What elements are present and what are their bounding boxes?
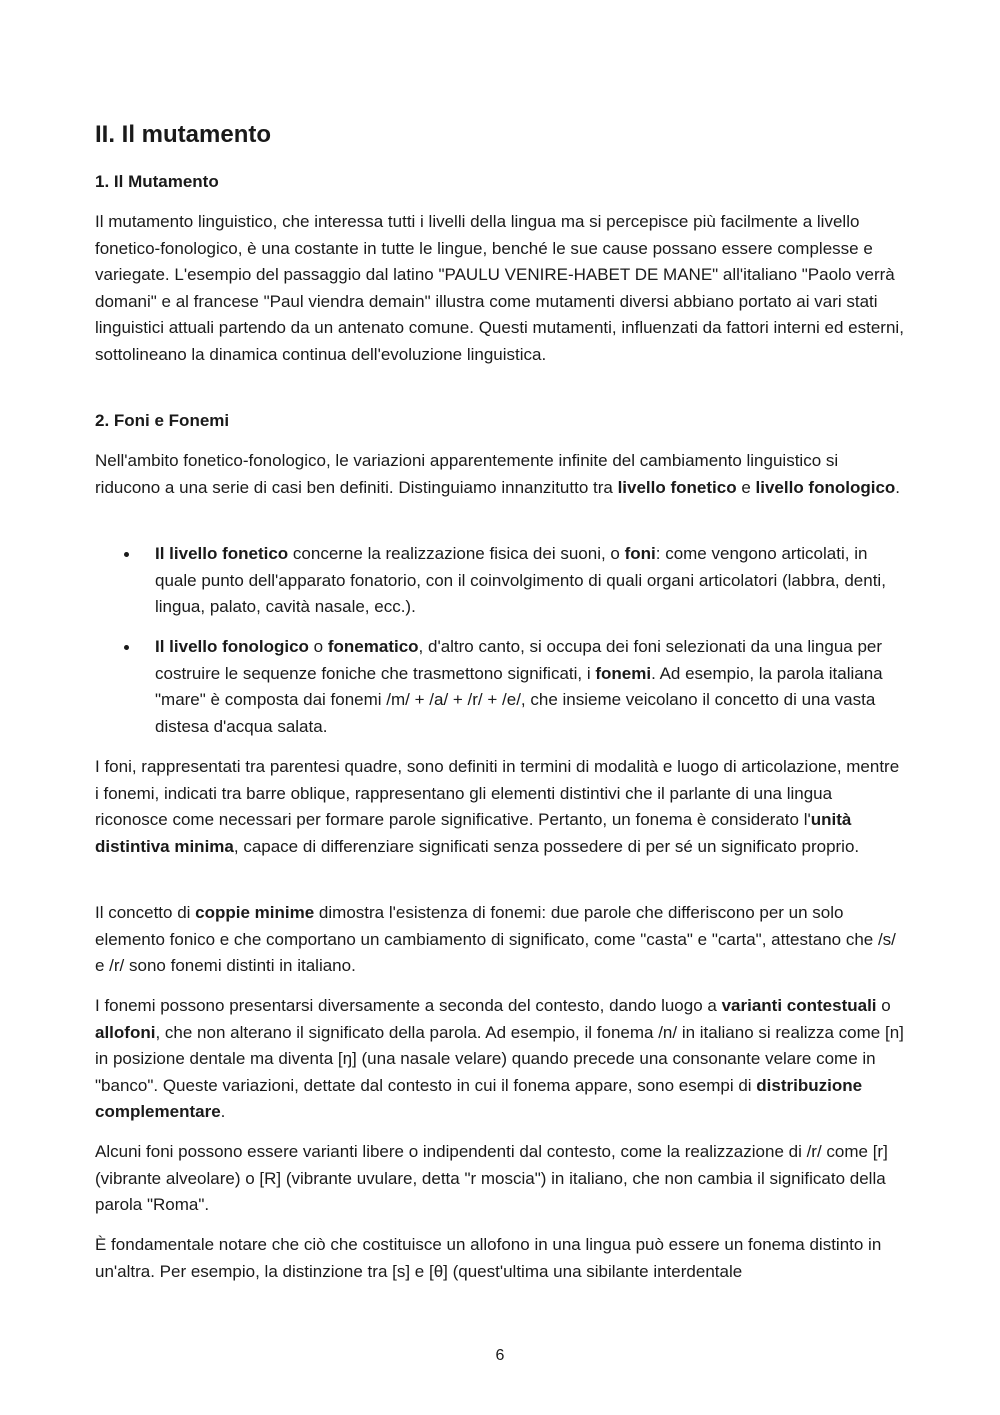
bullet-dot — [124, 552, 129, 557]
paragraph-allofoni — [95, 993, 907, 1126]
text-run: dimostra l'esistenza di fonemi: due parole che differiscono per un solo elemento fonico e che comportano un cambiamento di significato, come "casta" e "carta", attestano che /s/ e /r/ sono fonemi distinti in italiano. — [95, 903, 896, 975]
section-heading-foni-fonemi: 2. Foni e Fonemi — [95, 411, 230, 430]
bold-term: fonematico — [327, 637, 419, 656]
bold-term: coppie minime — [195, 903, 315, 922]
text-run: . Ad esempio, la parola italiana "mare" è composta dai fonemi /m/ + /a/ + /r/ + /e/, che insieme veicolano il concetto di una vasta distesa d'acqua salata. — [155, 663, 883, 736]
text-run: I foni, rappresentati tra parentesi quadre, sono definiti in termini di modalità e luogo di articolazione, mentre i fonemi, indicati tra barre oblique, rappresentano gli elementi distintivi che il parlante di una lingua riconosce come necessari per formare parole significative. Pertanto, un fonema è considerato l' — [95, 757, 900, 829]
list-item-fonetico — [95, 541, 907, 621]
paragraph-foni-definizione — [95, 754, 907, 860]
paragraph-intro-foni — [95, 448, 907, 501]
text-run: , d'altro canto, si occupa dei foni selezionati da una lingua per costruire le sequenze foniche che trasmettono significati, i — [155, 637, 883, 683]
list-item-text — [155, 541, 907, 621]
text-run: : come vengono articolati, in quale punto dell'apparato fonatorio, con il coinvolgimento di quali organi articolatori (labbra, denti, lingua, palato, cavità nasale, ecc.). — [155, 544, 886, 616]
bold-term: unità distintiva minima — [95, 810, 852, 856]
text-run: concerne la realizzazione fisica dei suoni, o — [288, 544, 625, 563]
page-title: II. Il mutamento — [95, 121, 272, 148]
text-run: Nell'ambito fonetico-fonologico, le variazioni apparentemente infinite del cambiamento linguistico si riducono a una serie di casi ben definiti. Distinguiamo innanzitutto tra — [95, 451, 839, 497]
bold-term: allofoni — [95, 1022, 156, 1042]
paragraph-varianti-libere: Alcuni foni possono essere varianti libere o indipendenti dal contesto, come la realizzazione di /r/ come [r] (vibrante alveolare) o [R] (vibrante uvulare, detta "r moscia") in italiano, che non cambia il significato della parola "Roma". — [95, 1142, 888, 1214]
bold-term: livello fonologico — [755, 477, 896, 497]
list-item-text — [155, 634, 907, 740]
bold-term: distribuzione complementare — [95, 1075, 863, 1121]
text-run: o — [308, 637, 328, 656]
paragraph-allofono-fonema: È fondamentale notare che ciò che costituisce un allofono in una lingua può essere un fonema distinto in un'altra. Per esempio, la distinzione tra [s] e [θ] (quest'ultima una sibilante interdentale — [95, 1235, 882, 1281]
page-number: 6 — [495, 1347, 505, 1364]
bold-term: foni — [624, 544, 656, 563]
list-item-fonologico — [95, 634, 907, 740]
bold-term: fonemi — [595, 663, 652, 683]
text-run: e — [736, 477, 756, 497]
paragraph-coppie-minime — [95, 900, 907, 980]
paragraph-mutamento: Il mutamento linguistico, che interessa tutti i livelli della lingua ma si percepisce più facilmente a livello fonetico-fonologico, è una costante in tutte le lingue, benché le sue cause possano essere complesse e variegate. L'esempio del passaggio dal latino "PAULU VENIRE-HABET DE MANE" all'italiano "Paolo verrà domani" e al francese "Paul viendra demain" illustra come mutamenti diversi abbiano portato ai vari stati linguistici attuali partendo da un antenato comune. Questi mutamenti, influenzati da fattori interni ed esterni, sottolineano la dinamica continua dell'evoluzione linguistica. — [95, 212, 904, 364]
bold-term: Il livello fonetico — [155, 544, 289, 563]
text-run: . — [220, 1102, 226, 1121]
text-run: , che non alterano il significato della parola. Ad esempio, il fonema /n/ in italiano si realizza come [n] in posizione dentale ma diventa [ŋ] (una nasale velare) quando precede una consonante velare come in "banco". Queste variazioni, dettate dal contesto in cui il fonema appare, sono esempi di — [95, 1022, 904, 1095]
text-run: I fonemi possono presentarsi diversamente a seconda del contesto, dando luogo a — [95, 996, 722, 1015]
text-run: , capace di differenziare significati senza possedere di per sé un significato proprio. — [233, 836, 860, 856]
bullet-dot — [124, 645, 129, 650]
text-run: Il concetto di — [95, 903, 196, 922]
bold-term: Il livello fonologico — [155, 637, 309, 656]
bold-term: varianti contestuali — [721, 996, 877, 1015]
text-run: . — [895, 477, 901, 497]
text-run: o — [876, 996, 891, 1015]
bold-term: livello fonetico — [617, 477, 737, 497]
section-heading-mutamento: 1. Il Mutamento — [95, 172, 219, 191]
